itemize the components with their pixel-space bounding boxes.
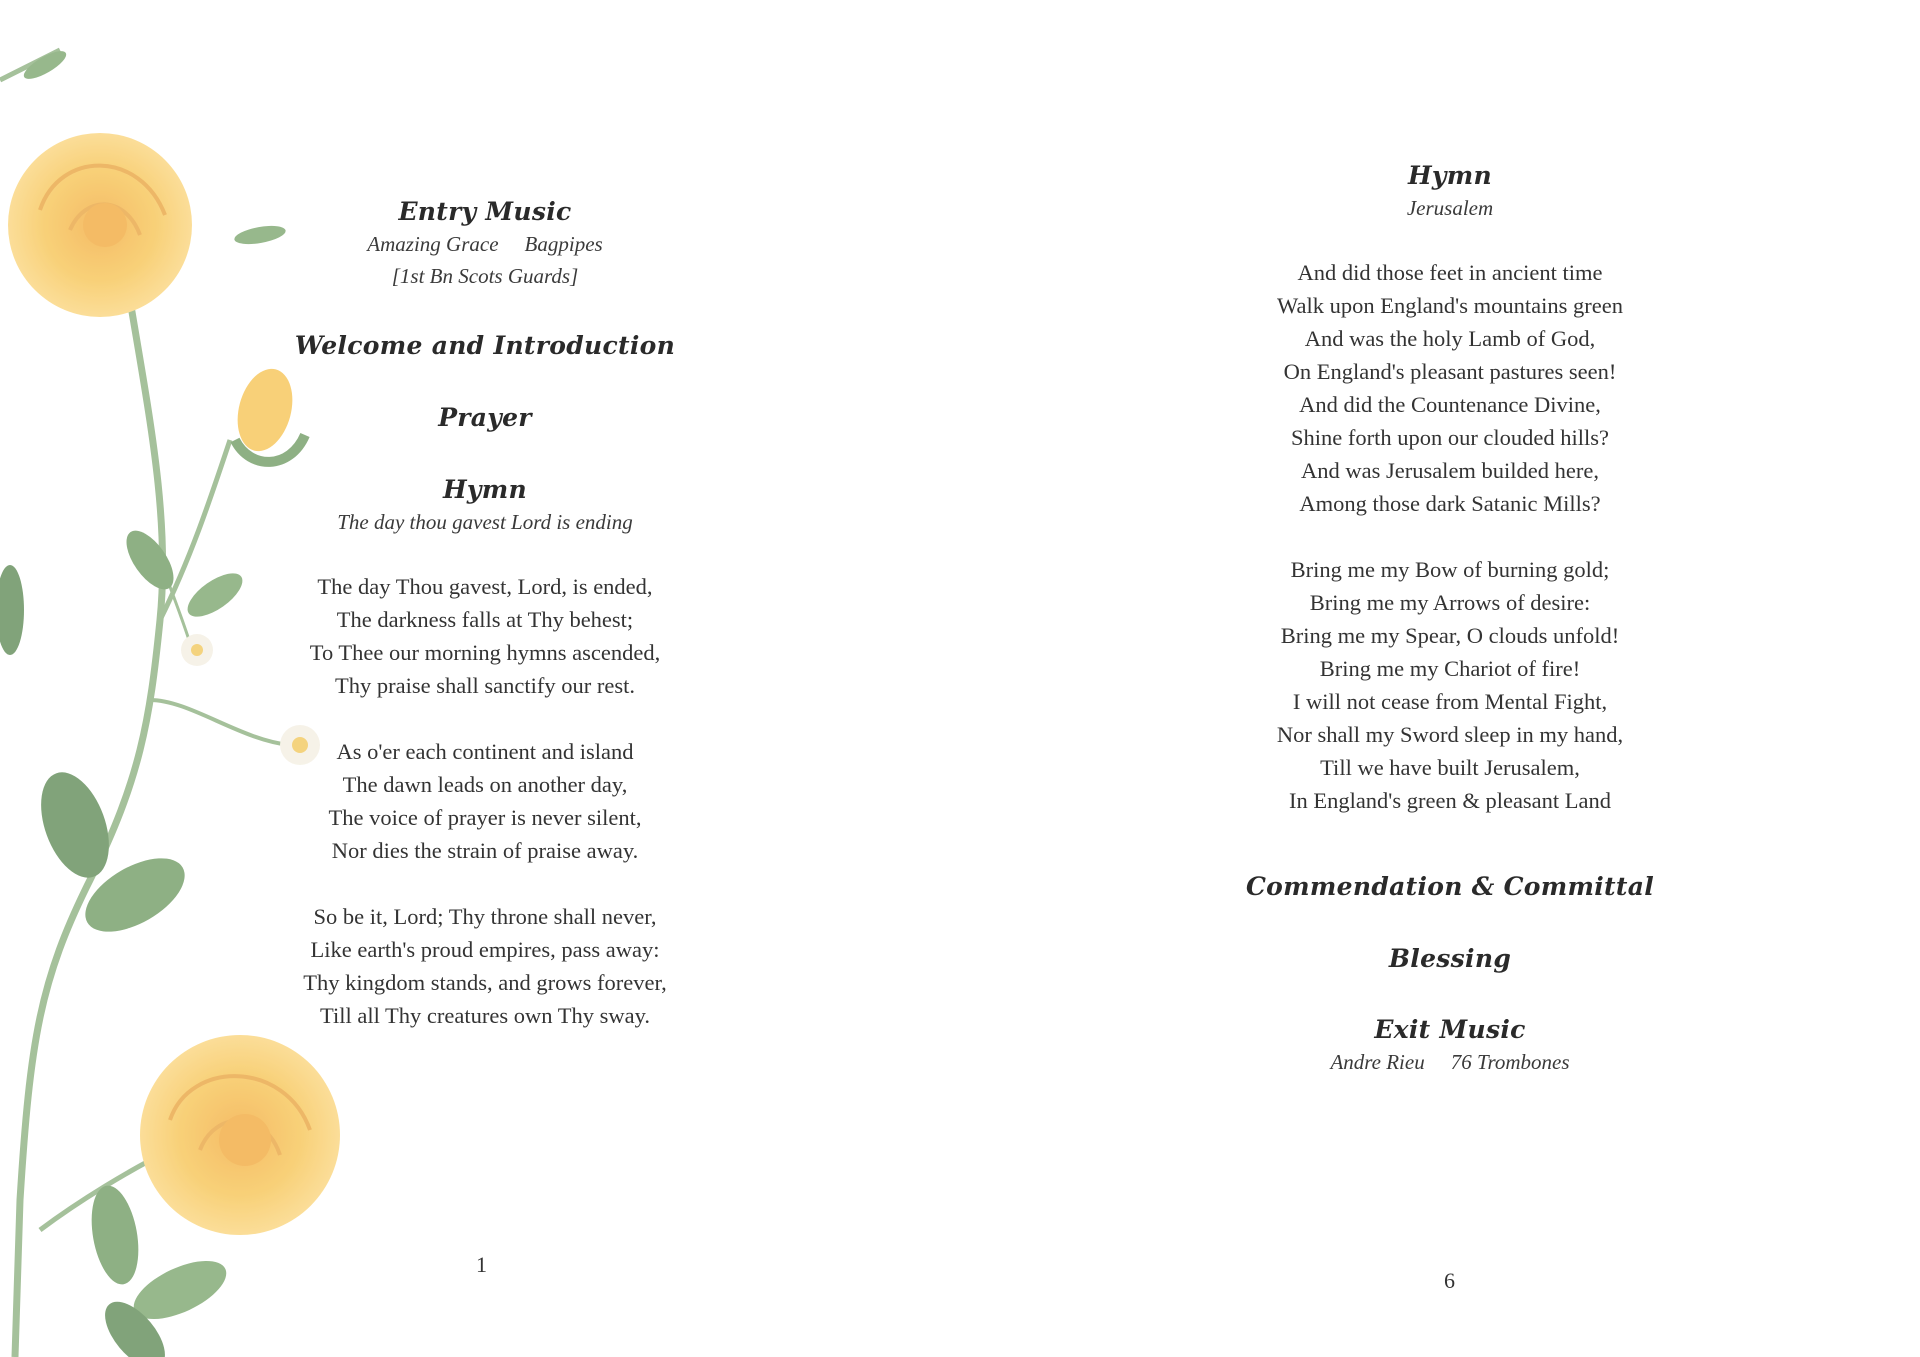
verse-line: Among those dark Satanic Mills? [1299,491,1601,516]
hymn-heading: Hymn [443,475,527,504]
verse-line: I will not cease from Mental Fight, [1292,689,1608,714]
verse-line: The voice of prayer is never silent, [328,805,642,830]
hymn-verse-3 [265,900,705,1032]
verse-line: Like earth's proud empires, pass away: [310,937,660,962]
verse-line: And was Jerusalem builded here, [1300,458,1600,483]
verse-line: Bring me my Spear, O clouds unfold! [1280,623,1620,648]
left-order-of-service [265,196,705,1032]
verse-line: Shine forth upon our clouded hills? [1290,425,1610,450]
hymn-title: The day thou gavest Lord is ending [337,510,633,534]
exit-music-piece: 76 Trombones [1450,1050,1570,1074]
verse-line: And did the Countenance Divine, [1299,392,1601,417]
verse-line: The day Thou gavest, Lord, is ended, [317,574,653,599]
verse-line: Till all Thy creatures own Thy sway. [320,1003,650,1028]
hymn-verse-1 [1230,256,1670,520]
verse-line: Till we have built Jerusalem, [1320,755,1580,780]
welcome-heading: Welcome and Introduction [294,331,676,360]
page-number-right: 6 [1444,1268,1455,1293]
exit-music-heading: Exit Music [1374,1015,1526,1044]
blessing-heading: Blessing [1388,944,1512,973]
entry-music-piece: Amazing Grace [367,232,499,256]
verse-line: As o'er each continent and island [336,739,634,764]
page-number-left: 1 [476,1252,487,1277]
verse-line: Thy kingdom stands, and grows forever, [303,970,667,995]
verse-line: To Thee our morning hymns ascended, [309,640,661,665]
right-page [960,0,1920,1357]
verse-line: Thy praise shall sanctify our rest. [335,673,635,698]
verse-line: On England's pleasant pastures seen! [1283,359,1617,384]
verse-line: And was the holy Lamb of God, [1304,326,1596,351]
exit-music-detail [1230,1046,1670,1078]
hymn-heading: Hymn [1408,161,1492,190]
hymn-verse-2 [1230,553,1670,817]
verse-line: Bring me my Bow of burning gold; [1290,557,1610,582]
verse-line: So be it, Lord; Thy throne shall never, [313,904,657,929]
entry-music-heading: Entry Music [398,197,572,226]
entry-music-ensemble: [1st Bn Scots Guards] [391,264,579,288]
entry-music-detail [265,228,705,260]
verse-line: The dawn leads on another day, [342,772,628,797]
hymn-verse-1 [265,570,705,702]
verse-line: Bring me my Arrows of desire: [1309,590,1591,615]
hymn-verse-2 [265,735,705,867]
prayer-heading: Prayer [438,403,532,432]
hymn-title: Jerusalem [1406,196,1494,220]
verse-line: Nor dies the strain of praise away. [331,838,639,863]
verse-line: The darkness falls at Thy behest; [336,607,634,632]
verse-line: Bring me my Chariot of fire! [1319,656,1581,681]
verse-line: Walk upon England's mountains green [1277,293,1623,318]
right-order-of-service [1230,160,1670,1078]
verse-line: Nor shall my Sword sleep in my hand, [1276,722,1624,747]
entry-music-performer: Bagpipes [524,232,603,256]
exit-music-performer: Andre Rieu [1330,1050,1425,1074]
verse-line: In England's green & pleasant Land [1288,788,1612,813]
commendation-heading: Commendation & Committal [1245,872,1655,901]
verse-line: And did those feet in ancient time [1297,260,1603,285]
